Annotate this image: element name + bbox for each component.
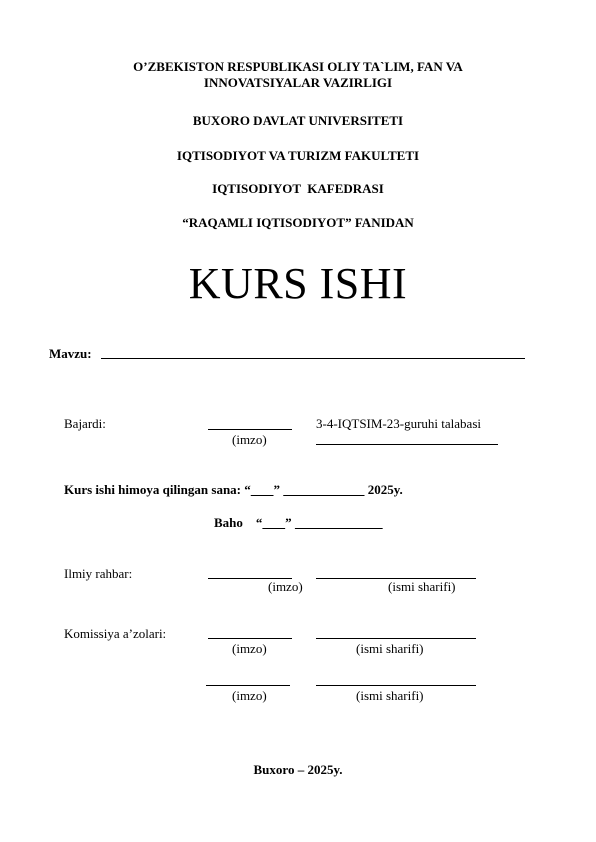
topic-label: Mavzu: [49, 346, 92, 361]
defense-suffix: 2025y. [364, 482, 403, 497]
supervisor-signature-caption: (imzo) [268, 579, 303, 594]
faculty-name: IQTISODIYOT VA TURIZM FAKULTETI [176, 148, 420, 163]
commission-label: Komissiya a’zolari: [64, 626, 167, 641]
commission-signature-line-1 [208, 638, 292, 639]
place-year: Buxoro – 2025y. [253, 762, 343, 777]
university-name: BUXORO DAVLAT UNIVERSITETI [192, 113, 404, 128]
defense-date [64, 482, 403, 498]
commission-name-line-2 [316, 685, 476, 686]
commission-name-caption-2: (ismi sharifi) [356, 688, 424, 703]
grade-mid: ” [285, 515, 295, 530]
commission-signature-caption-2: (imzo) [232, 688, 267, 703]
grade [214, 515, 383, 531]
performer-group: 3-4-IQTSIM-23-guruhi talabasi [316, 416, 481, 431]
commission-name-line-1 [316, 638, 476, 639]
ministry-line-1: O’ZBEKISTON RESPUBLIKASI OLIY TA`LIM, FAN VA [133, 59, 463, 74]
defense-mid: ” [273, 482, 284, 497]
performer-label: Bajardi: [64, 416, 106, 431]
commission-signature-line-2 [206, 685, 290, 686]
commission-signature-caption-1: (imzo) [232, 641, 267, 656]
performer-signature-line [208, 429, 292, 430]
performer-name-line [316, 444, 498, 445]
defense-day-blank [251, 482, 274, 497]
department-name: IQTISODIYOT KAFEDRASI [212, 181, 384, 196]
topic-line [101, 358, 525, 359]
grade-blank-2 [295, 515, 383, 530]
supervisor-label: Ilmiy rahbar: [64, 566, 133, 581]
grade-blank-1 [262, 515, 285, 530]
ministry-line-2: INNOVATSIYALAR VAZIRLIGI [203, 75, 393, 90]
document-title: KURS ISHI [188, 259, 408, 308]
defense-month-blank [283, 482, 364, 497]
defense-prefix: Kurs ishi himoya qilingan sana: “ [64, 482, 251, 497]
performer-signature-caption: (imzo) [232, 432, 267, 447]
commission-name-caption-1: (ismi sharifi) [356, 641, 424, 656]
grade-label: Baho “ [214, 515, 263, 530]
subject-name: “RAQAMLI IQTISODIYOT” FANIDAN [182, 215, 414, 230]
supervisor-name-caption: (ismi sharifi) [388, 579, 456, 594]
